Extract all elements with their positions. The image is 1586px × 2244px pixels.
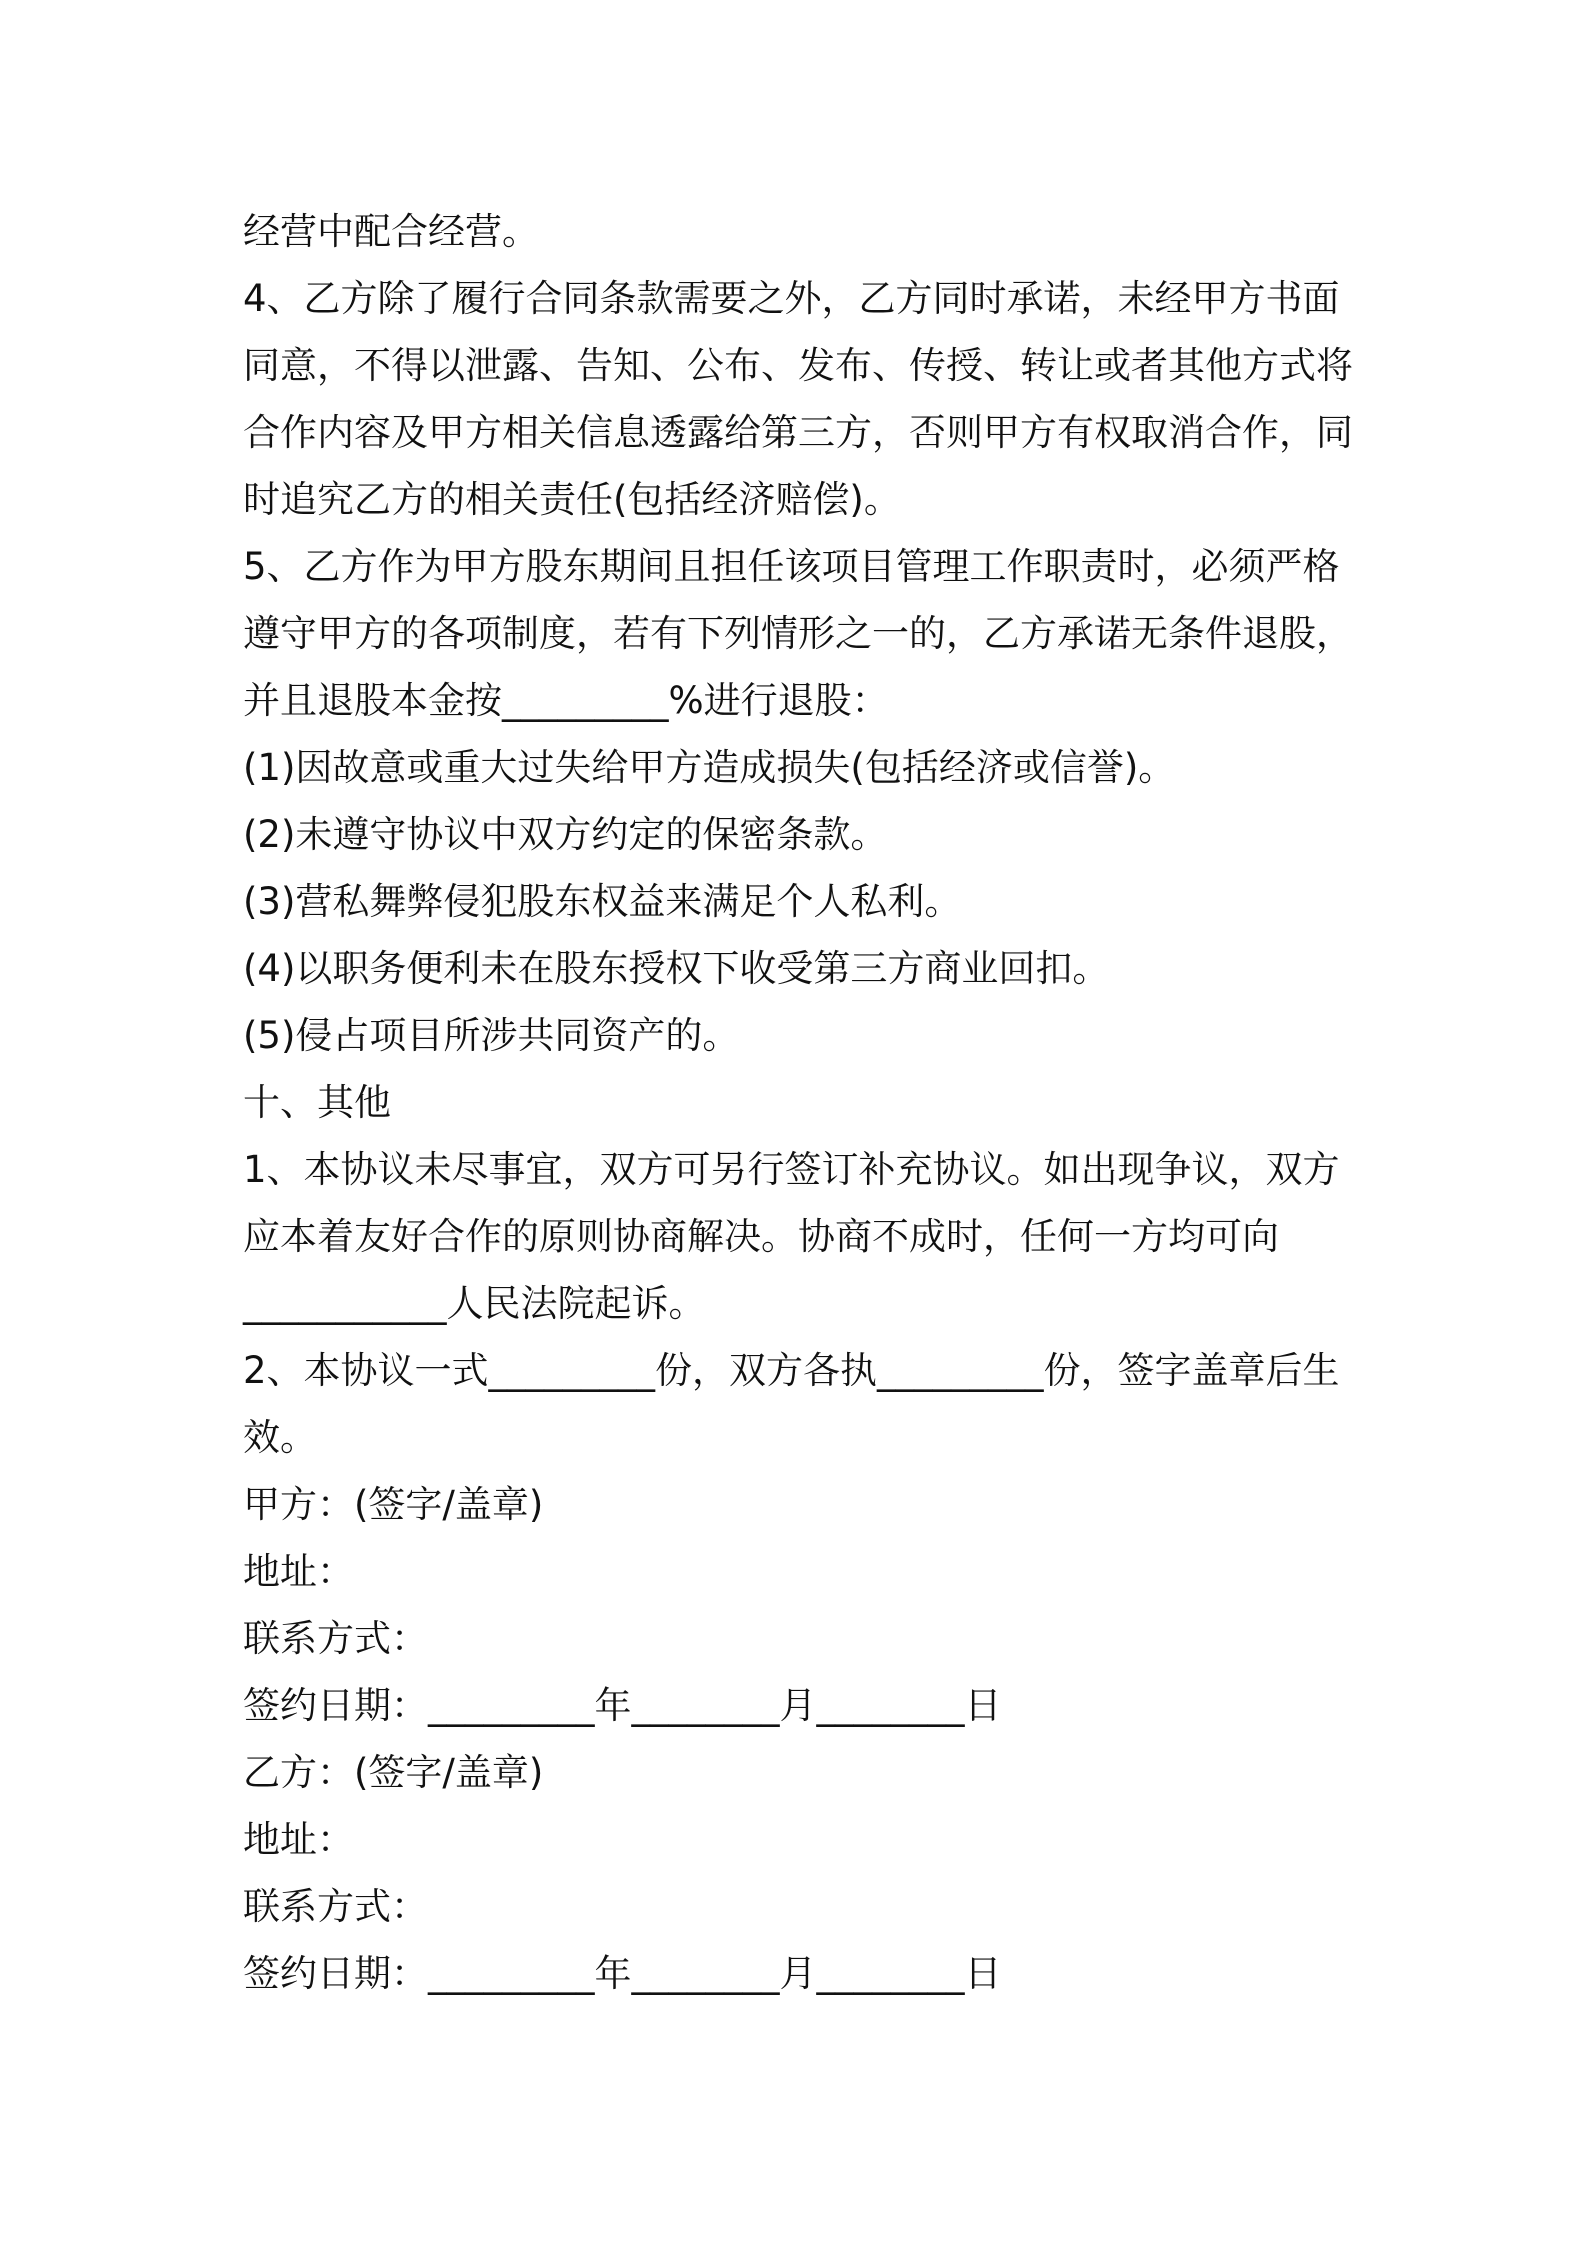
- text-line: ___________人民法院起诉。: [243, 1282, 706, 1325]
- text-line: 应本着友好合作的原则协商解决。协商不成时，任何一方均可向: [243, 1215, 1279, 1258]
- list-item: (5)侵占项目所涉共同资产的。: [243, 1014, 740, 1057]
- text-line: 并且退股本金按_________%进行退股：: [243, 679, 889, 722]
- list-item: (3)营私舞弊侵犯股东权益来满足个人私利。: [243, 880, 962, 923]
- party-a-address: 地址：: [243, 1550, 354, 1593]
- text-line: 1、本协议未尽事宜，双方可另行签订补充协议。如出现争议，双方: [243, 1148, 1340, 1191]
- party-a-sign-date: 签约日期：_________年________月________日: [243, 1684, 1002, 1727]
- party-b-contact: 联系方式：: [243, 1885, 428, 1928]
- text-line: 效。: [243, 1416, 317, 1459]
- party-a-signature: 甲方：(签字/盖章): [243, 1483, 544, 1526]
- text-line: 4、乙方除了履行合同条款需要之外，乙方同时承诺，未经甲方书面: [243, 277, 1340, 320]
- document-body: [243, 198, 1358, 2007]
- text-line: 5、乙方作为甲方股东期间且担任该项目管理工作职责时，必须严格: [243, 545, 1340, 588]
- party-b-sign-date: 签约日期：_________年________月________日: [243, 1952, 1002, 1995]
- text-line: 2、本协议一式_________份，双方各执_________份，签字盖章后生: [243, 1349, 1340, 1392]
- party-a-contact: 联系方式：: [243, 1617, 428, 1660]
- text-line: 经营中配合经营。: [243, 210, 539, 253]
- party-b-address: 地址：: [243, 1818, 354, 1861]
- text-line: 时追究乙方的相关责任(包括经济赔偿)。: [243, 478, 901, 521]
- text-line: 遵守甲方的各项制度，若有下列情形之一的，乙方承诺无条件退股，: [243, 612, 1353, 655]
- party-b-signature: 乙方：(签字/盖章): [243, 1751, 544, 1794]
- text-line: 同意，不得以泄露、告知、公布、发布、传授、转让或者其他方式将: [243, 344, 1353, 387]
- text-line: 合作内容及甲方相关信息透露给第三方，否则甲方有权取消合作，同: [243, 411, 1353, 454]
- list-item: (2)未遵守协议中双方约定的保密条款。: [243, 813, 888, 856]
- list-item: (4)以职务便利未在股东授权下收受第三方商业回扣。: [243, 947, 1110, 990]
- list-item: (1)因故意或重大过失给甲方造成损失(包括经济或信誉)。: [243, 746, 1176, 789]
- section-heading: 十、其他: [243, 1081, 391, 1124]
